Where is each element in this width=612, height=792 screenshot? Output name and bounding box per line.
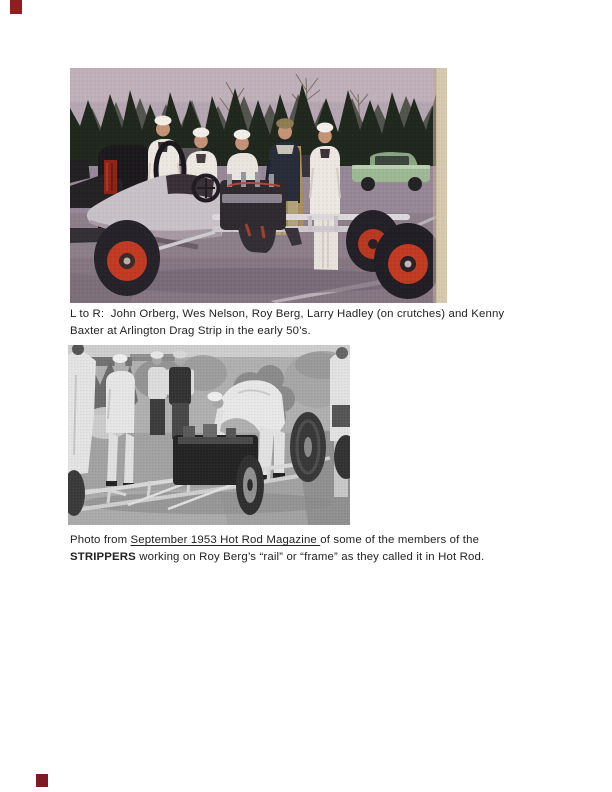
caption-photo2-line2-rest: working on Roy Berg’s “rail” or “frame” as they called it in Hot Rod. <box>135 551 485 563</box>
photo1-image <box>70 68 447 303</box>
caption-photo2-line1 <box>70 532 484 549</box>
photo2-grain <box>68 345 350 525</box>
caption-photo2-club-name: STRIPPERS <box>70 551 136 563</box>
caption-photo1 <box>70 306 504 340</box>
caption-photo2-magazine-underlined: September 1953 Hot Rod Magazine <box>130 534 321 546</box>
caption-photo2-line1-rest: of some of the members of the <box>320 534 480 546</box>
photo2-image <box>68 345 350 525</box>
caption-photo1-line1: L to R: John Orberg, Wes Nelson, Roy Berg, Larry Hadley (on crutches) and Kenny <box>70 308 505 320</box>
scan-mark-top <box>10 0 22 14</box>
photo1-grain <box>70 68 447 303</box>
caption-photo2-prefix: Photo from <box>70 534 131 546</box>
caption-photo2-line2 <box>70 549 484 566</box>
caption-photo1-line2: Baxter at Arlington Drag Strip in the early 50’s. <box>70 325 311 337</box>
scan-mark-bottom <box>36 774 48 787</box>
photo2-hotrod-bw <box>68 345 350 525</box>
photo1-dragster-color <box>70 68 447 303</box>
caption-photo2 <box>70 532 484 566</box>
